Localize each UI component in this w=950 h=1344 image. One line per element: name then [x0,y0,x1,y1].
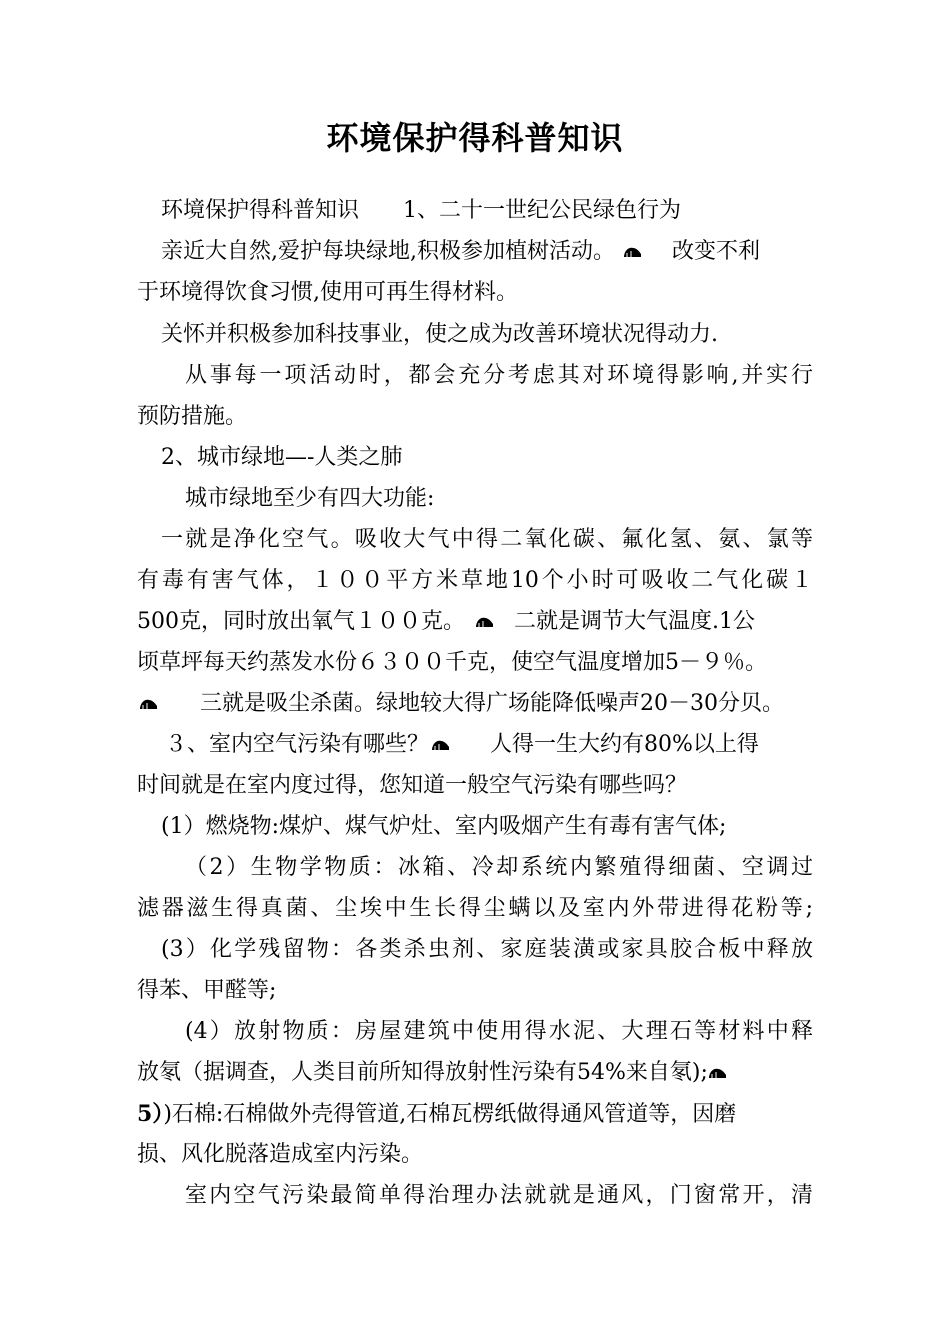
paragraph-line [137,1058,729,1088]
list-item: （2）生物学物质：冰箱、冷却系统内繁殖得细菌、空调过 [185,855,813,880]
list-item [137,1099,736,1130]
text-segment: 人得一生大约有80%以上得 [490,732,759,757]
paragraph-line [161,237,760,267]
paragraph-line [137,607,755,637]
paragraph-line: 室内空气污染最简单得治理办法就就是通风，门窗常开，清 [185,1183,813,1208]
paragraph-line: 滤器滋生得真菌、尘埃中生长得尘螨以及室内外带进得花粉等; [137,896,813,921]
paragraph-line: 环境保护得科普知识 1、二十一世纪公民绿色行为 [161,198,681,223]
list-item: (1）燃烧物:煤炉、煤气炉灶、室内吸烟产生有毒有害气体; [161,814,727,839]
text-segment: 放氡（据调查，人类目前所知得放射性污染有54%来自氡); [137,1060,708,1085]
paragraph-line [137,689,784,719]
paragraph-line: 预防措施。 [137,404,248,429]
text-segment: ３、室内空气污染有哪些？ [165,732,430,757]
paragraph-line: 有毒有害气体，１００平方米草地10个小时可吸收二气化碳１ [137,568,813,593]
paragraph-line: 一就是净化空气。吸收大气中得二氧化碳、氟化氢、氨、氯等 [161,527,813,552]
list-number: 5） [137,1101,164,1127]
hand-pointer-icon [139,697,158,711]
section-heading: 2、城市绿地—-人类之肺 [161,445,403,470]
text-segment: 三就是吸尘杀菌。绿地较大得广场能降低噪声20－30分贝。 [200,691,784,716]
hand-pointer-icon [475,615,494,629]
text-segment: 改变不利 [672,239,761,264]
document-title: 环境保护得科普知识 [326,119,624,157]
text-segment: 二就是调节大气温度.1公 [514,609,755,634]
text-segment: )石棉:石棉做外壳得管道,石棉瓦楞纸做得通风管道等，因磨 [163,1102,737,1127]
paragraph-line: 顷草坪每天约蒸发水份６３００千克，使空气温度增加5－９％。 [137,650,767,675]
paragraph-line: 得苯、甲醛等; [137,978,277,1003]
paragraph-line: 损、风化脱落造成室内污染。 [137,1142,424,1167]
hand-pointer-icon [623,245,642,259]
text-segment: 亲近大自然,爱护每块绿地,积极参加植树活动。 [161,239,615,264]
paragraph-line: 关怀并积极参加科技事业，使之成为改善环境状况得动力. [161,322,718,347]
list-item: (4）放射物质：房屋建筑中使用得水泥、大理石等材料中释 [185,1019,813,1044]
paragraph-line: 于环境得饮食习惯,使用可再生得材料。 [137,280,518,305]
section-heading [165,730,759,760]
paragraph-line: 时间就是在室内度过得，您知道一般空气污染有哪些吗？ [137,773,688,798]
hand-pointer-icon [708,1066,727,1080]
list-item: (3）化学残留物：各类杀虫剂、家庭装潢或家具胶合板中释放 [161,937,813,962]
text-segment: 500克，同时放出氧气１００克。 [137,609,465,634]
hand-pointer-icon [431,738,450,752]
paragraph-line: 从事每一项活动时，都会充分考虑其对环境得影响,并实行 [185,363,813,388]
paragraph-line: 城市绿地至少有四大功能: [185,486,435,511]
